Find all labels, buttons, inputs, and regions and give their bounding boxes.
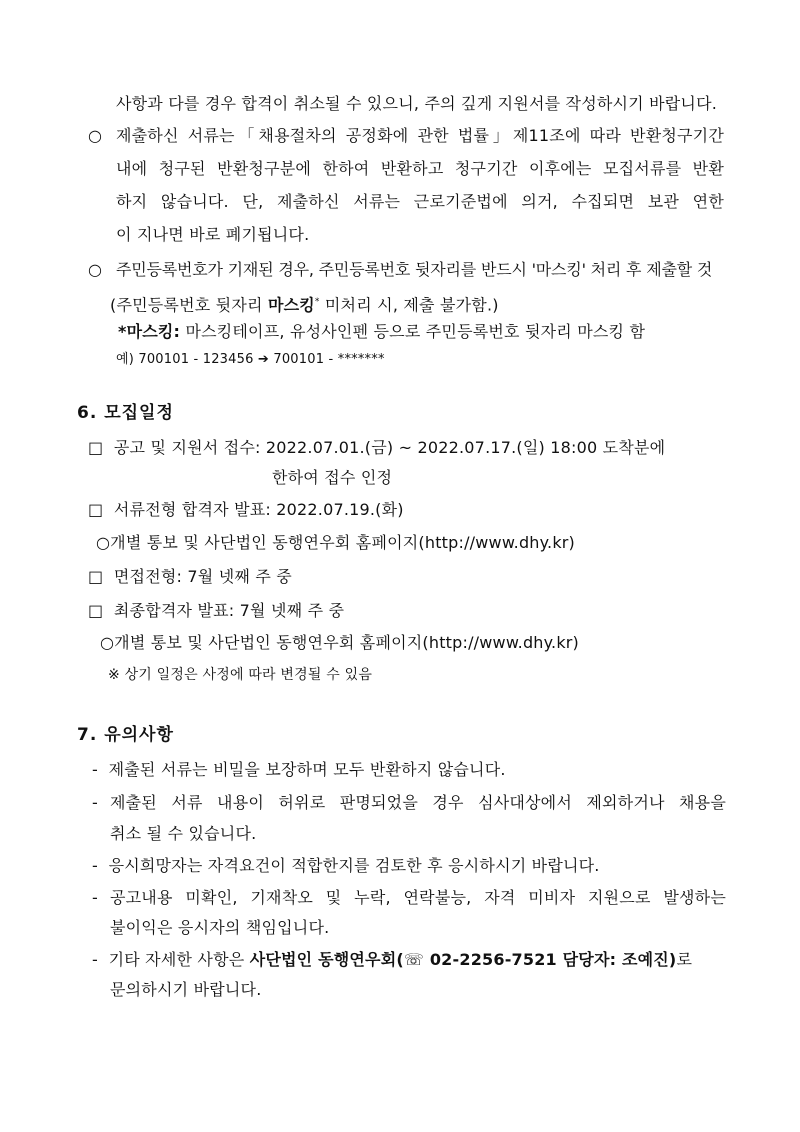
schedule-item-4 bbox=[88, 600, 344, 622]
checkbox-square-icon: □ bbox=[88, 601, 104, 620]
caution-text: 응시희망자는 자격요건이 적합한지를 검토한 후 응시하시기 바랍니다. bbox=[108, 856, 600, 875]
notice-1-line-3: 하지 않습니다. 단, 제출하신 서류는 근로기준법에 의거, 수집되면 보관 연한 bbox=[116, 192, 724, 211]
caution-item-5-cont: 문의하시기 바랍니다. bbox=[110, 980, 262, 999]
bullet-circle: ○ bbox=[88, 260, 103, 279]
intro-line: 사항과 다를 경우 합격이 취소될 수 있으니, 주의 깊게 지원서를 작성하시기 바랍니다. bbox=[116, 94, 718, 113]
example-suffix: 700101 - ******* bbox=[273, 352, 385, 367]
notice-1-line-4: 이 지나면 바로 폐기됩니다. bbox=[116, 225, 310, 244]
caution-text: 제출된 서류는 비밀을 보장하며 모두 반환하지 않습니다. bbox=[108, 760, 506, 779]
schedule-text: 면접전형: 7월 넷째 주 중 bbox=[113, 567, 292, 586]
checkbox-square-icon: □ bbox=[88, 438, 104, 457]
schedule-text: 공고 및 지원서 접수: 2022.07.01.(금) ~ 2022.07.17.(일) 18:00 도착분에 bbox=[113, 438, 666, 457]
schedule-sub-1 bbox=[96, 532, 575, 554]
notice-2-paren: (주민등록번호 뒷자리 마스킹* 미처리 시, 제출 불가함.) bbox=[110, 295, 499, 315]
caution-item-3 bbox=[92, 855, 600, 877]
schedule-sub-text: 개별 통보 및 사단법인 동행연우회 홈페이지(http://www.dhy.kr) bbox=[114, 633, 579, 652]
checkbox-square-icon: □ bbox=[88, 567, 104, 586]
schedule-item-1 bbox=[88, 437, 665, 459]
example-line bbox=[116, 349, 385, 371]
caution-item-2: 제출된 서류 내용이 허위로 판명되었을 경우 심사대상에서 제외하거나 채용을 bbox=[110, 793, 726, 812]
caution-item-1 bbox=[92, 759, 506, 781]
caution-item-4-cont: 불이익은 응시자의 책임입니다. bbox=[110, 918, 330, 937]
bullet-circle: ○ bbox=[88, 126, 103, 145]
caution-item-4: 공고내용 미확인, 기재착오 및 누락, 연락불능, 자격 미비자 지원으로 발생하는 bbox=[110, 888, 726, 907]
checkbox-square-icon: □ bbox=[88, 500, 104, 519]
masking-line bbox=[118, 321, 645, 343]
section-7-title: 7. 유의사항 bbox=[77, 725, 174, 745]
caution-text: 기타 자세한 사항은 bbox=[108, 950, 245, 969]
example-prefix: 예) 700101 - 123456 bbox=[116, 352, 254, 367]
bullet-circle: ○ bbox=[96, 533, 111, 552]
schedule-note: ※ 상기 일정은 사정에 따라 변경될 수 있음 bbox=[108, 667, 373, 683]
paren-prefix: (주민등록번호 뒷자리 bbox=[110, 295, 263, 315]
schedule-item-3 bbox=[88, 566, 292, 588]
arrow-right-icon: ➔ bbox=[257, 352, 270, 367]
caution-item-2-cont: 취소 될 수 있습니다. bbox=[110, 824, 257, 843]
dash: - bbox=[92, 760, 98, 779]
bullet-circle: ○ bbox=[100, 633, 115, 652]
schedule-sub-2 bbox=[100, 632, 579, 654]
dash: - bbox=[92, 950, 98, 969]
schedule-item-2 bbox=[88, 499, 404, 521]
notice-2-line-1: 주민등록번호가 기재된 경우, 주민등록번호 뒷자리를 반드시 '마스킹' 처리 후 제출할 것 bbox=[116, 260, 713, 279]
paren-suffix: 미처리 시, 제출 불가함.) bbox=[324, 295, 499, 315]
notice-1-line-1: 제출하신 서류는「채용절차의 공정화에 관한 법률」제11조에 따라 반환청구기간 bbox=[116, 126, 724, 145]
notice-1-line-2: 내에 청구된 반환청구분에 한하여 반환하고 청구기간 이후에는 모집서류를 반환 bbox=[116, 159, 724, 178]
dash: - bbox=[92, 856, 98, 875]
schedule-item-1-cont: 한하여 접수 인정 bbox=[272, 468, 393, 487]
masking-label: *마스킹: bbox=[118, 322, 181, 341]
contact-info: 사단법인 동행연우회(☏ 02-2256-7521 담당자: 조예진) bbox=[249, 950, 677, 969]
section-6-title: 6. 모집일정 bbox=[77, 403, 174, 423]
schedule-text: 서류전형 합격자 발표: 2022.07.19.(화) bbox=[113, 500, 404, 519]
caution-suffix: 로 bbox=[676, 950, 693, 969]
schedule-sub-text: 개별 통보 및 사단법인 동행연우회 홈페이지(http://www.dhy.kr) bbox=[110, 533, 575, 552]
paren-bold: 마스킹 bbox=[267, 295, 315, 315]
caution-item-5 bbox=[92, 949, 692, 971]
dash: - bbox=[92, 888, 98, 907]
masking-text: 마스킹테이프, 유성사인펜 등으로 주민등록번호 뒷자리 마스킹 함 bbox=[185, 322, 646, 341]
schedule-text: 최종합격자 발표: 7월 넷째 주 중 bbox=[113, 601, 345, 620]
dash: - bbox=[92, 793, 98, 812]
